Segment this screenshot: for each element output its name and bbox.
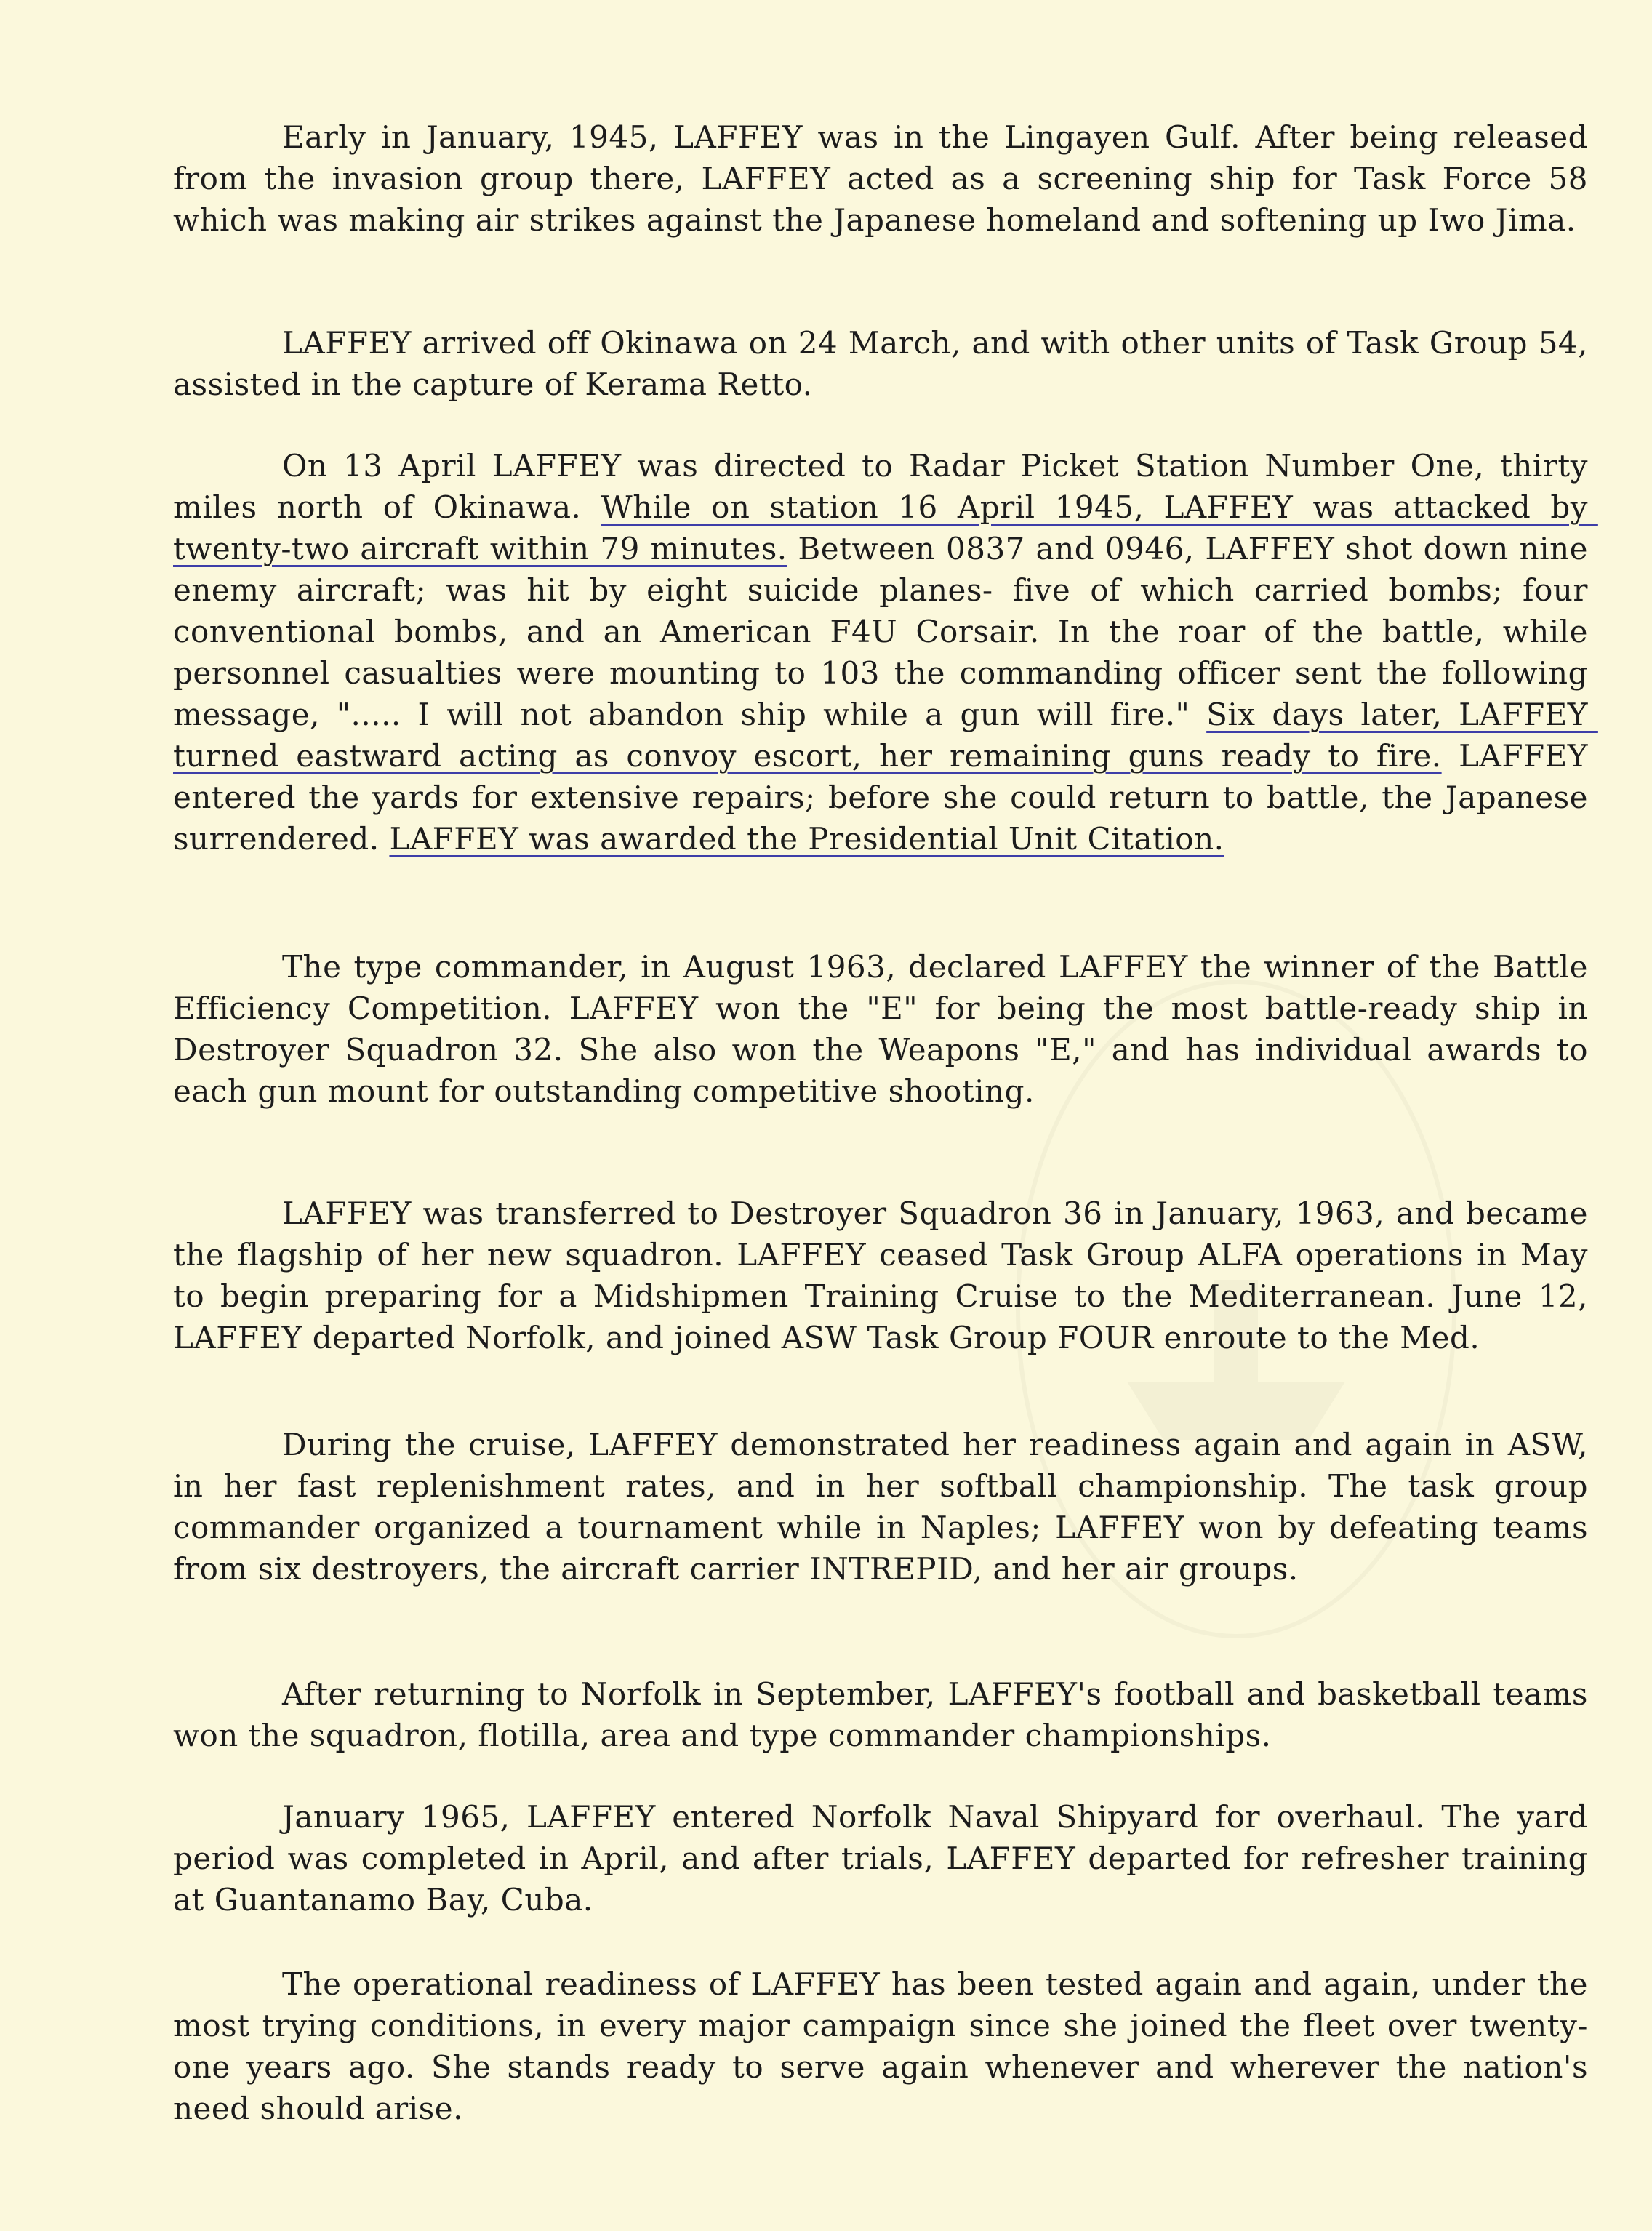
text-span: On 13 April LAFFEY was directed to Radar Picket Station Number One, thirty miles north of Okinawa. [173,448,1598,525]
text-span: The type commander, in August 1963, declared LAFFEY the winner of the Battle Efficiency Competition. LAFFEY won the "E" for being the most battle-ready ship in Destroyer Squadron 32. She also won the Weapons "E," and has individual awards to each gun mount for outstanding competitive shooting. [173,949,1598,1109]
paragraph-1 [173,116,1598,241]
paragraph-4 [173,946,1598,1112]
underlined-text-span: LAFFEY was awarded the Presidential Unit Citation. [389,821,1224,857]
paragraph-7 [173,1673,1598,1756]
paragraph-6 [173,1424,1598,1590]
paragraph-2 [173,322,1598,405]
text-span: During the cruise, LAFFEY demonstrated her readiness again and again in ASW, in her fast replenishment rates, and in her softball championship. The task group commander organized a tournament while in Naples; LAFFEY won by defeating teams from six destroyers, the aircraft carrier INTREPID, and her air groups. [173,1427,1598,1587]
text-span: After returning to Norfolk in September, LAFFEY's football and basketball teams won the squadron, flotilla, area and type commander championships. [173,1676,1598,1753]
text-span: Between 0837 and 0946, LAFFEY shot down nine enemy aircraft; was hit by eight suicide planes- five of which carried bombs; four conventional bombs, and an American F4U Corsair. In the roar of the battle, while personnel casualties were mounting to 103 the commanding officer sent the following message, "..... I will not abandon ship while a gun will fire." [173,531,1598,732]
underlined-text-span: While on station 16 April 1945, LAFFEY was attacked by twenty-two aircraft within 79 minutes. [173,489,1598,566]
text-span: LAFFEY entered the yards for extensive repairs; before she could return to battle, the Japanese surrendered. [173,738,1598,857]
paragraph-3 [173,445,1598,860]
paragraph-8 [173,1796,1598,1920]
paragraph-9 [173,1963,1598,2129]
text-span: January 1965, LAFFEY entered Norfolk Naval Shipyard for overhaul. The yard period was completed in April, and after trials, LAFFEY departed for refresher training at Guantanamo Bay, Cuba. [173,1799,1598,1918]
underlined-text-span: Six days later, LAFFEY turned eastward acting as convoy escort, her remaining guns ready to fire. [173,697,1598,774]
text-span: Early in January, 1945, LAFFEY was in the Lingayen Gulf. After being released from the invasion group there, LAFFEY acted as a screening ship for Task Force 58 which was making air strikes against the Japanese homeland and softening up Iwo Jima. [173,119,1598,238]
paragraph-5 [173,1193,1598,1358]
text-span: The operational readiness of LAFFEY has been tested again and again, under the most trying conditions, in every major campaign since she joined the fleet over twenty-one years ago. She stands ready to serve again whenever and wherever the nation's need should arise. [173,1966,1598,2126]
text-span: LAFFEY was transferred to Destroyer Squadron 36 in January, 1963, and became the flagship of her new squadron. LAFFEY ceased Task Group ALFA operations in May to begin preparing for a Midshipmen Training Cruise to the Mediterranean. June 12, LAFFEY departed Norfolk, and joined ASW Task Group FOUR enroute to the Med. [173,1195,1598,1355]
text-span: LAFFEY arrived off Okinawa on 24 March, and with other units of Task Group 54, assisted in the capture of Kerama Retto. [173,325,1598,402]
